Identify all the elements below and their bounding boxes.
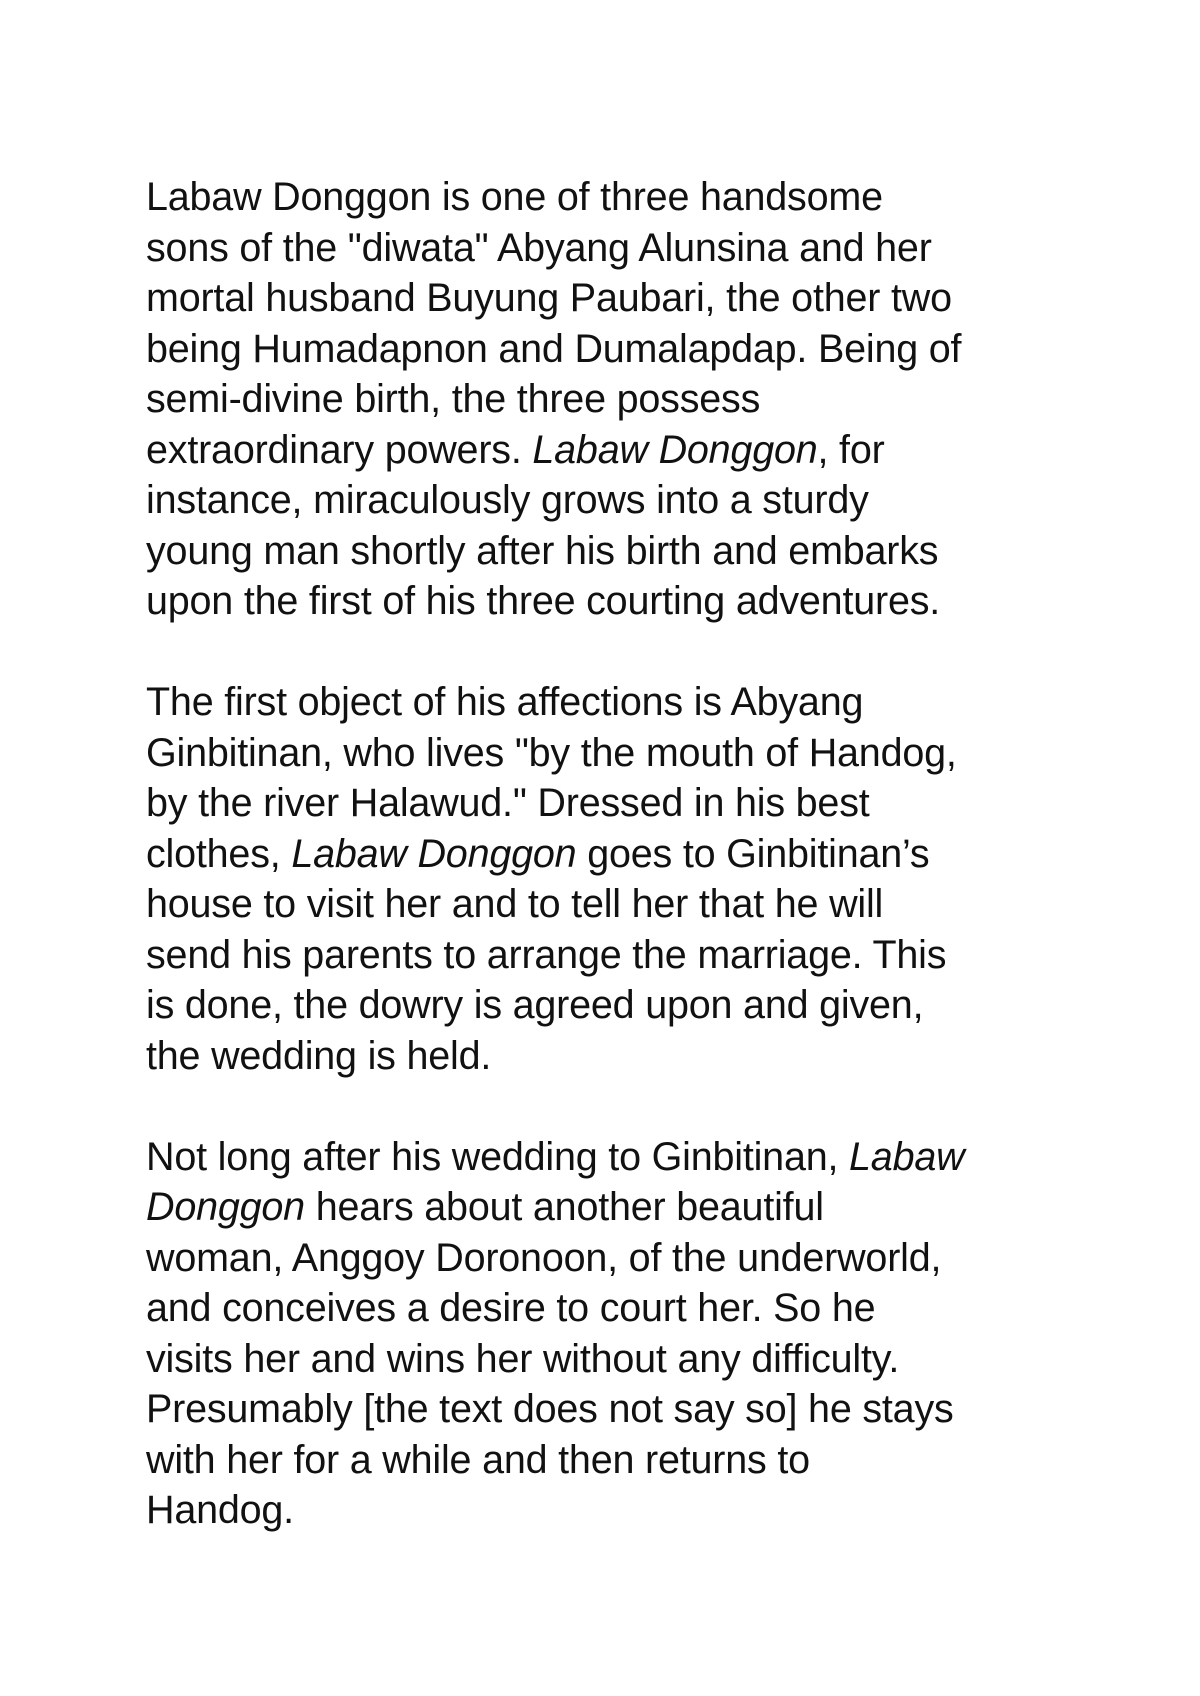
text-run: hears about another beautiful: [304, 1185, 824, 1229]
text-line: [146, 425, 1086, 476]
text-run: Handog.: [146, 1488, 294, 1532]
paragraph-3: [146, 1132, 1086, 1536]
text-run: semi-divine birth, the three possess: [146, 377, 761, 421]
text-line: [146, 1132, 1086, 1183]
text-line: [146, 324, 1086, 375]
text-line: [146, 728, 1086, 779]
text-run: mortal husband Buyung Paubari, the other two: [146, 276, 952, 320]
text-run: sons of the "diwata" Abyang Alunsina and her: [146, 225, 932, 270]
text-line: [146, 1485, 1086, 1536]
paragraph-2: [146, 677, 1086, 1081]
text-run: extraordinary powers.: [146, 427, 533, 472]
text-line: [146, 829, 1086, 880]
text-run: Presumably [the text does not say so] he stays: [146, 1387, 954, 1431]
text-run: house to visit her and to tell her that he will: [146, 882, 884, 926]
text-run: Labaw Donggon is one of three handsome: [146, 175, 883, 219]
text-run: Not long after his wedding to Ginbitinan,: [146, 1134, 850, 1179]
body-text: [146, 172, 1086, 1586]
text-line: [146, 930, 1086, 981]
text-run: send his parents to arrange the marriage. This: [146, 932, 947, 977]
text-line: [146, 1384, 1086, 1435]
text-line: [146, 1182, 1086, 1233]
text-run: clothes,: [146, 831, 292, 876]
text-run: , for: [817, 427, 885, 472]
text-run: young man shortly after his birth and embarks: [146, 528, 939, 573]
text-line: [146, 677, 1086, 728]
text-line: [146, 879, 1086, 930]
text-run: upon the first of his three courting adventures.: [146, 579, 941, 623]
text-run: woman, Anggoy Doronoon, of the underworld,: [146, 1235, 942, 1280]
text-line: [146, 576, 1086, 627]
text-line: [146, 1334, 1086, 1385]
italic-text: Donggon: [146, 1185, 305, 1229]
italic-text: Labaw Donggon: [291, 831, 577, 876]
text-run: the wedding is held.: [146, 1033, 492, 1078]
text-line: [146, 980, 1086, 1031]
text-run: instance, miraculously grows into a sturdy: [146, 478, 869, 522]
text-line: [146, 374, 1086, 425]
italic-text: Labaw Donggon: [532, 427, 818, 472]
text-run: is done, the dowry is agreed upon and given,: [146, 983, 924, 1027]
text-run: being Humadapnon and Dumalapdap. Being of: [146, 326, 962, 371]
text-line: [146, 778, 1086, 829]
text-run: Ginbitinan, who lives "by the mouth of Handog,: [146, 730, 957, 775]
text-line: [146, 1435, 1086, 1486]
text-line: [146, 475, 1086, 526]
paragraph-1: [146, 172, 1086, 627]
text-run: and conceives a desire to court her. So he: [146, 1286, 876, 1330]
text-run: by the river Halawud." Dressed in his best: [146, 781, 870, 825]
text-line: [146, 223, 1086, 274]
text-run: with her for a while and then returns to: [146, 1437, 810, 1482]
text-line: [146, 172, 1086, 223]
text-line: [146, 273, 1086, 324]
text-line: [146, 1283, 1086, 1334]
text-run: The first object of his affections is Abyang: [146, 680, 864, 724]
text-line: [146, 1031, 1086, 1082]
text-run: visits her and wins her without any difficulty.: [146, 1336, 900, 1381]
text-line: [146, 1233, 1086, 1284]
italic-text: Labaw: [849, 1134, 965, 1179]
text-run: goes to Ginbitinan’s: [576, 831, 930, 876]
text-line: [146, 526, 1086, 577]
